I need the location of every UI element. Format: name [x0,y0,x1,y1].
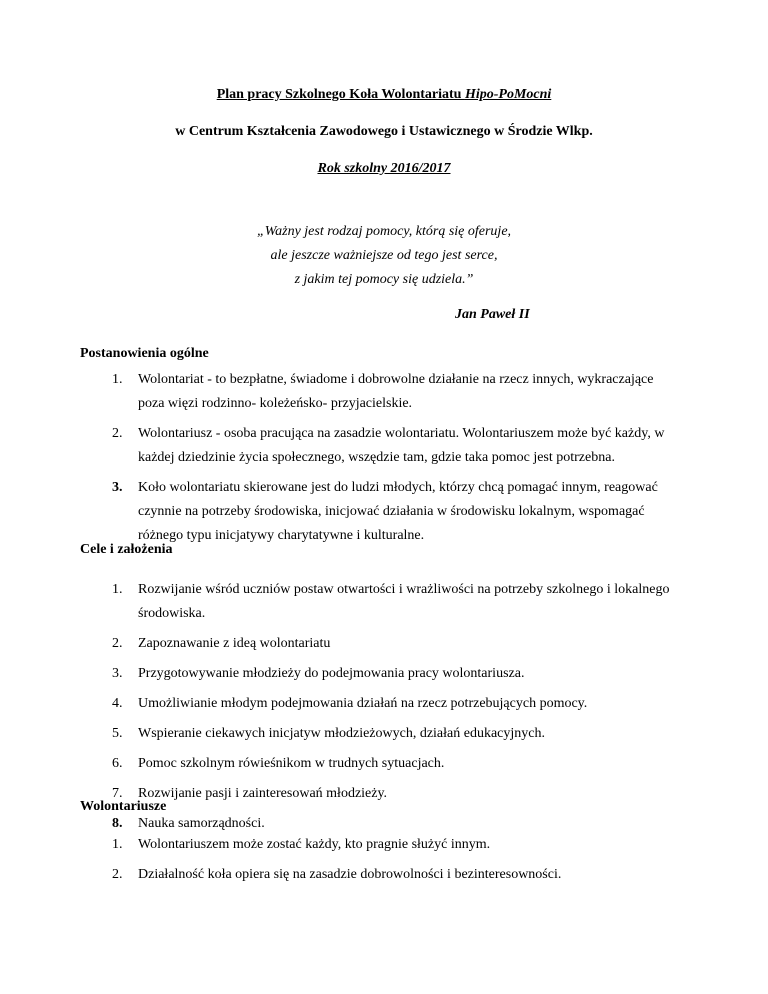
list-item [80,632,680,656]
institution-line: w Centrum Kształcenia Zawodowego i Ustawicznego w Środzie Wlkp. [175,124,593,139]
item-text: Wolontariuszem może zostać każdy, kto pragnie służyć innym. [138,837,491,852]
club-name: Hipo-PoMocni [464,87,552,102]
item-number: 1. [112,582,123,597]
item-text: Wolontariat - to bezpłatne, świadome i dobrowolne działanie na rzecz innych, wykraczające poza więzi rodzinno- koleżeńsko- przyjacielskie. [138,372,654,411]
list-item [80,863,680,887]
item-number: 2. [112,867,123,882]
quote-line: ale jeszcze ważniejsze od tego jest serce, [270,248,498,263]
school-year: Rok szkolny 2016/2017 [317,161,451,176]
item-text: Nauka samorządności. [138,816,265,831]
item-number: 1. [112,372,123,387]
list-item [80,692,680,716]
list-item [80,578,680,626]
list-item [80,782,680,806]
item-number: 2. [112,426,123,441]
list-item [80,662,680,686]
title-prefix: Plan pracy Szkolnego Koła Wolontariatu [216,87,465,102]
item-text: Wspieranie ciekawych inicjatyw młodzieżowych, działań edukacyjnych. [138,726,545,741]
item-text: Pomoc szkolnym rówieśnikom w trudnych sytuacjach. [138,756,445,771]
list-item [80,752,680,776]
item-number: 4. [112,696,123,711]
item-text: Koło wolontariatu skierowane jest do ludzi młodych, którzy chcą pomagać innym, reagować czynnie na potrzeby środowiska, inicjować działania w środowisku lokalnym, wspomagać różnego typu inicjatywy charytatywne i kulturalne. [138,480,658,543]
section-list [80,833,680,893]
section-heading: Cele i założenia [80,542,173,557]
section-list [80,368,680,554]
item-text: Przygotowywanie młodzieży do podejmowania pracy wolontariusza. [138,666,525,681]
section-heading: Postanowienia ogólne [80,346,209,361]
quote-line: z jakim tej pomocy się udziela.” [294,272,474,287]
list-item [80,368,680,416]
quote-block [0,220,768,292]
item-number: 5. [112,726,123,741]
item-text: Wolontariusz - osoba pracująca na zasadzie wolontariatu. Wolontariuszem może być każdy, w każdej dziedzinie życia społecznego, wszędzie tam, gdzie taka pomoc jest potrzebna. [138,426,665,465]
document-title [0,86,768,104]
item-text: Zapoznawanie z ideą wolontariatu [138,636,331,651]
item-number: 6. [112,756,123,771]
item-number: 3. [112,480,123,495]
list-item [80,422,680,470]
quote-line: „Ważny jest rodzaj pomocy, którą się oferuje, [256,224,512,239]
section-list [80,578,680,842]
item-number: 3. [112,666,123,681]
school-year-wrap [0,160,768,178]
item-text: Umożliwianie młodym podejmowania działań na rzecz potrzebujących pomocy. [138,696,588,711]
quote-author: Jan Paweł II [455,307,530,322]
list-item [80,833,680,857]
list-item [80,476,680,548]
item-text: Rozwijanie pasji i zainteresowań młodzieży. [138,786,388,801]
item-text: Rozwijanie wśród uczniów postaw otwartości i wrażliwości na potrzeby szkolnego i lokalnego środowiska. [138,582,670,621]
item-number: 2. [112,636,123,651]
item-number: 7. [112,786,123,801]
item-number: 8. [112,816,123,831]
item-text: Działalność koła opiera się na zasadzie dobrowolności i bezinteresowności. [138,867,562,882]
section-heading: Wolontariusze [80,799,167,814]
item-number: 1. [112,837,123,852]
list-item [80,722,680,746]
